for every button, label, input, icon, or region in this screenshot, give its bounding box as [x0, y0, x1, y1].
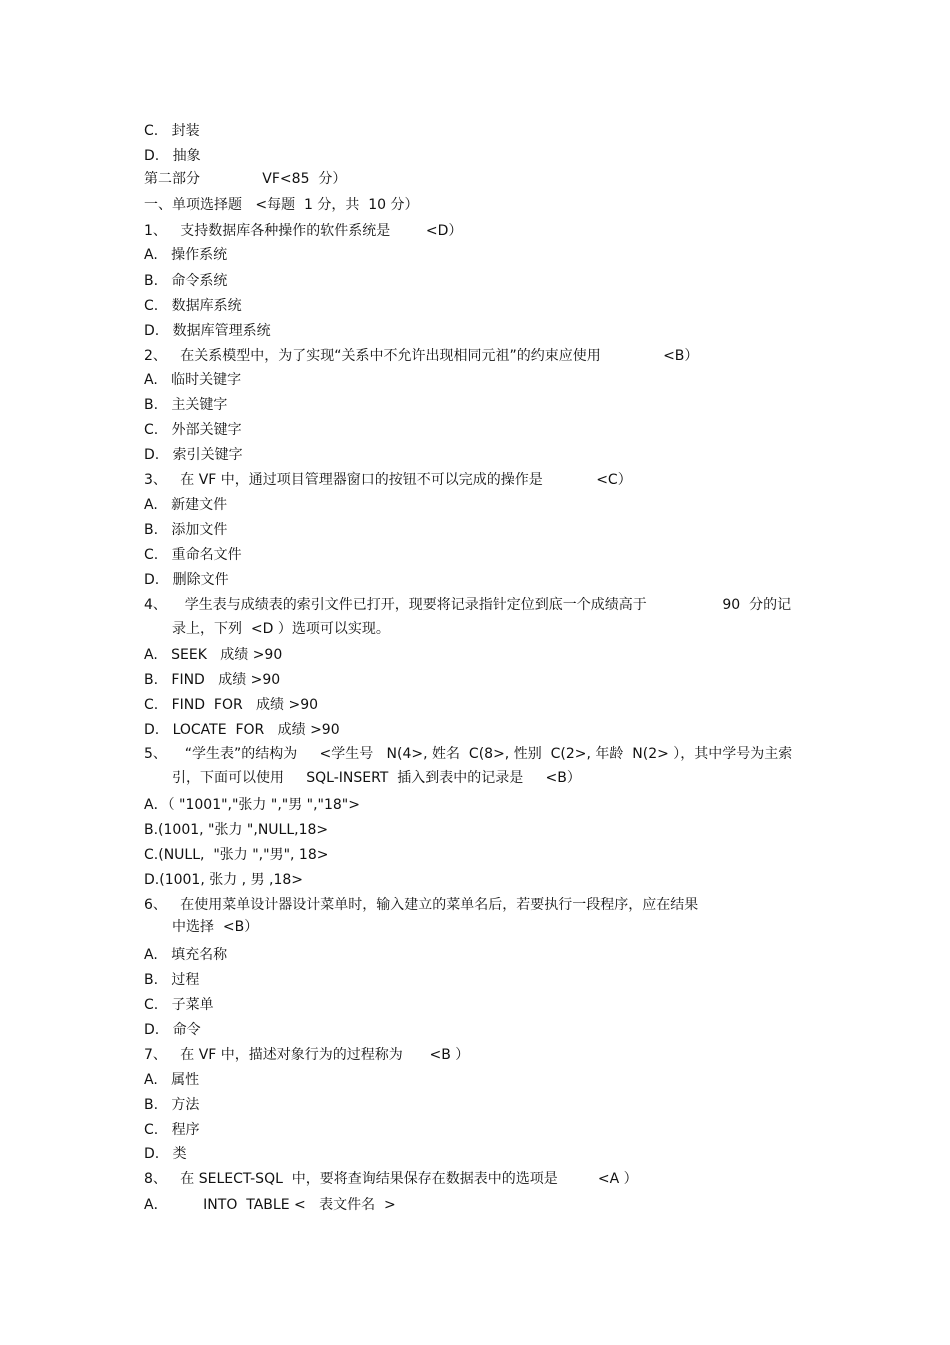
question-7-option-d: D. 类 — [144, 1146, 187, 1162]
question-1-option-c: C. 数据库系统 — [144, 298, 242, 314]
question-6-option-b: B. 过程 — [144, 972, 200, 988]
question-5-continuation: 引，下面可以使用 SQL-INSERT 插入到表中的记录是 <B） — [172, 770, 581, 786]
question-5: 5、 “学生表”的结构为 <学生号 N(4>, 姓名 C(8>, 性别 C(2>, 年龄 N(2> ），其中学号为主索 — [144, 746, 793, 762]
question-7-option-b: B. 方法 — [144, 1097, 200, 1113]
question-1-option-b: B. 命令系统 — [144, 273, 228, 289]
question-1: 1、 支持数据库各种操作的软件系统是 <D） — [144, 223, 463, 239]
question-6-continuation: 中选择 <B） — [172, 919, 259, 935]
question-5-option-d: D.(1001, 张力 , 男 ,18> — [144, 872, 304, 888]
option-c-encapsulation: C. 封装 — [144, 123, 200, 139]
part-two-heading: 第二部分 VF<85 分） — [144, 171, 347, 187]
question-5-option-c: C.(NULL, "张力 ","男", 18> — [144, 847, 329, 863]
question-3: 3、 在 VF 中，通过项目管理器窗口的按钮不可以完成的操作是 <C） — [144, 472, 632, 488]
question-1-option-d: D. 数据库管理系统 — [144, 323, 271, 339]
question-3-option-a: A. 新建文件 — [144, 497, 228, 513]
question-5-option-b: B.(1001, "张力 ",NULL,18> — [144, 822, 329, 838]
question-6-option-d: D. 命令 — [144, 1022, 201, 1038]
question-7: 7、 在 VF 中，描述对象行为的过程称为 <B ） — [144, 1047, 470, 1063]
question-6-option-c: C. 子菜单 — [144, 997, 214, 1013]
question-4-option-a: A. SEEK 成绩 >90 — [144, 647, 283, 663]
section-heading-single-choice: 一、单项选择题 <每题 1 分，共 10 分） — [144, 197, 419, 213]
question-2-option-b: B. 主关键字 — [144, 397, 228, 413]
question-3-option-c: C. 重命名文件 — [144, 547, 242, 563]
question-7-option-a: A. 属性 — [144, 1072, 200, 1088]
question-5-option-a: A．（ "1001","张力 ","男 ","18"> — [144, 797, 360, 813]
question-4-option-b: B. FIND 成绩 >90 — [144, 672, 281, 688]
question-7-option-c: C. 程序 — [144, 1122, 200, 1138]
question-1-option-a: A. 操作系统 — [144, 247, 228, 263]
question-4-continuation: 录上，下列 <D ）选项可以实现。 — [172, 621, 390, 637]
question-3-option-b: B. 添加文件 — [144, 522, 228, 538]
question-6-option-a: A. 填充名称 — [144, 947, 228, 963]
question-2-option-a: A. 临时关键字 — [144, 372, 242, 388]
question-2: 2、 在关系模型中，为了实现“关系中不允许出现相同元祖”的约束应使用 <B） — [144, 348, 699, 364]
question-2-option-c: C. 外部关键字 — [144, 422, 242, 438]
question-4-option-d: D. LOCATE FOR 成绩 >90 — [144, 722, 340, 738]
question-4-option-c: C. FIND FOR 成绩 >90 — [144, 697, 319, 713]
option-d-abstraction: D. 抽象 — [144, 148, 201, 164]
question-8: 8、 在 SELECT-SQL 中，要将查询结果保存在数据表中的选项是 <A ） — [144, 1171, 638, 1187]
question-6: 6、 在使用菜单设计器设计菜单时，输入建立的菜单名后，若要执行一段程序，应在结果 — [144, 897, 699, 913]
question-8-option-a: A． INTO TABLE < 表文件名 > — [144, 1197, 396, 1213]
question-3-option-d: D. 删除文件 — [144, 572, 229, 588]
question-2-option-d: D. 索引关键字 — [144, 447, 243, 463]
question-4: 4、 学生表与成绩表的索引文件已打开，现要将记录指针定位到底一个成绩高于 90 分的记 — [144, 597, 792, 613]
